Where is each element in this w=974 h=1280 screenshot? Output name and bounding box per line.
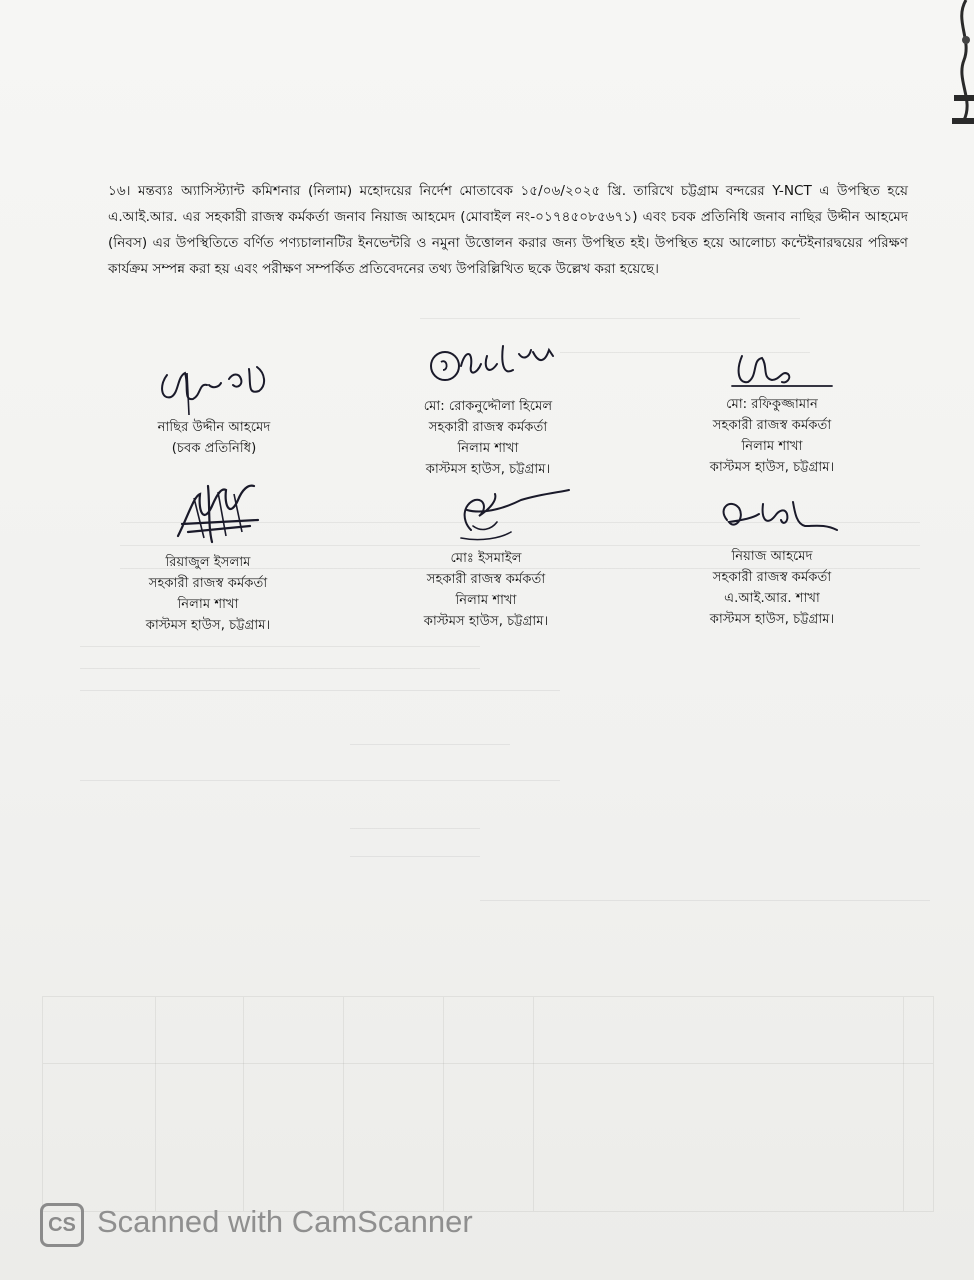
signatory-line: নিলাম শাখা — [455, 593, 517, 608]
signatory-line: কাস্টমস হাউস, চট্টগ্রাম। — [709, 612, 835, 627]
bleed-through-mark — [420, 318, 800, 319]
bleed-through-mark — [80, 646, 480, 647]
signature-image — [702, 346, 842, 394]
signatory-block — [356, 480, 616, 632]
signatory-line: নিলাম শাখা — [457, 441, 519, 456]
signatory-line: মো: রোকনুদ্দৌলা হিমেল — [423, 399, 553, 414]
signatory-line: কাস্টমস হাউস, চট্টগ্রাম। — [425, 462, 551, 477]
signatory-line: সহকারী রাজস্ব কর্মকর্তা — [148, 576, 268, 591]
signatory-line: নিলাম শাখা — [741, 439, 803, 454]
signatory-line: নিয়াজ আহমেদ — [731, 549, 813, 564]
signatory-line: সহকারী রাজস্ব কর্মকর্তা — [712, 570, 832, 585]
binder-holes — [914, 0, 974, 170]
signature-image — [401, 480, 571, 548]
camscanner-watermark: Scanned with CamScanner — [97, 1204, 473, 1239]
signature-image — [138, 476, 278, 552]
bleed-through-mark — [350, 856, 480, 857]
signature-image — [403, 336, 573, 396]
remarks-paragraph: ১৬। মন্তব্যঃ অ্যাসিস্ট্যান্ট কমিশনার (নিলাম) মহোদয়ের নির্দেশ মোতাবেক ১৫/০৬/২০২৫ খ্রি. তারিখে চট্টগ্রাম বন্দরের Y-NCT এ উপস্থিত হয়ে এ.আই.আর. এর সহকারী রাজস্ব কর্মকর্তা জনাব নিয়াজ আহমেদ (মোবাইল নং-০১৭৪৫০৮৫৬৭১) এবং চবক প্রতিনিধি জনাব নাছির উদ্দীন আহমেদ (নিবস) এর উপস্থিতিতে বর্ণিত পণ্যচালানটির ইনভেন্টরি ও নমুনা উত্তোলন করার জন্য উপস্থিত হই। উপস্থিত হয়ে আলোচ্য কন্টেইনারদ্বয়ের পরিক্ষণ কার্যক্রম সম্পন্ন করা হয় এবং পরীক্ষণ সম্পর্কিত প্রতিবেদনের তথ্য উপরিল্লিখিত ছকে উল্লেখ করা হয়েছে। — [108, 183, 908, 277]
signatory-line: কাস্টমস হাউস, চট্টগ্রাম। — [709, 460, 835, 475]
bleed-through-mark — [80, 690, 560, 691]
signatory-line: মো: রফিকুজ্জামান — [726, 397, 818, 412]
bleed-through-mark — [350, 744, 510, 745]
signatory-block — [84, 355, 344, 459]
signatory-line: সহকারী রাজস্ব কর্মকর্তা — [712, 418, 832, 433]
signatory-line: সহকারী রাজস্ব কর্মকর্তা — [428, 420, 548, 435]
bleed-through-mark — [80, 668, 480, 669]
signatory-line: নিলাম শাখা — [177, 597, 239, 612]
signatory-line: মোঃ ইসমাইল — [450, 551, 522, 566]
signatory-block — [642, 490, 902, 630]
signatory-line: কাস্টমস হাউস, চট্টগ্রাম। — [145, 618, 271, 633]
bleed-through-mark — [480, 900, 930, 901]
signatory-line: কাস্টমস হাউস, চট্টগ্রাম। — [423, 614, 549, 629]
bleed-through-table — [42, 996, 934, 1212]
signatory-block — [358, 336, 618, 480]
bleed-through-mark — [80, 780, 560, 781]
signatory-line: এ.আই.আর. শাখা — [724, 591, 820, 606]
signatory-line: সহকারী রাজস্ব কর্মকর্তা — [426, 572, 546, 587]
signatory-block — [642, 346, 902, 478]
signature-image — [687, 490, 857, 546]
signature-image — [149, 355, 279, 417]
signatory-line: রিয়াজুল ইসলাম — [165, 555, 251, 570]
bleed-through-mark — [350, 828, 480, 829]
signatory-line: নাছির উদ্দীন আহমেদ — [157, 420, 271, 435]
signatory-block — [78, 476, 338, 636]
camscanner-logo: CS — [40, 1203, 84, 1247]
signatory-line: (চবক প্রতিনিধি) — [171, 441, 257, 456]
